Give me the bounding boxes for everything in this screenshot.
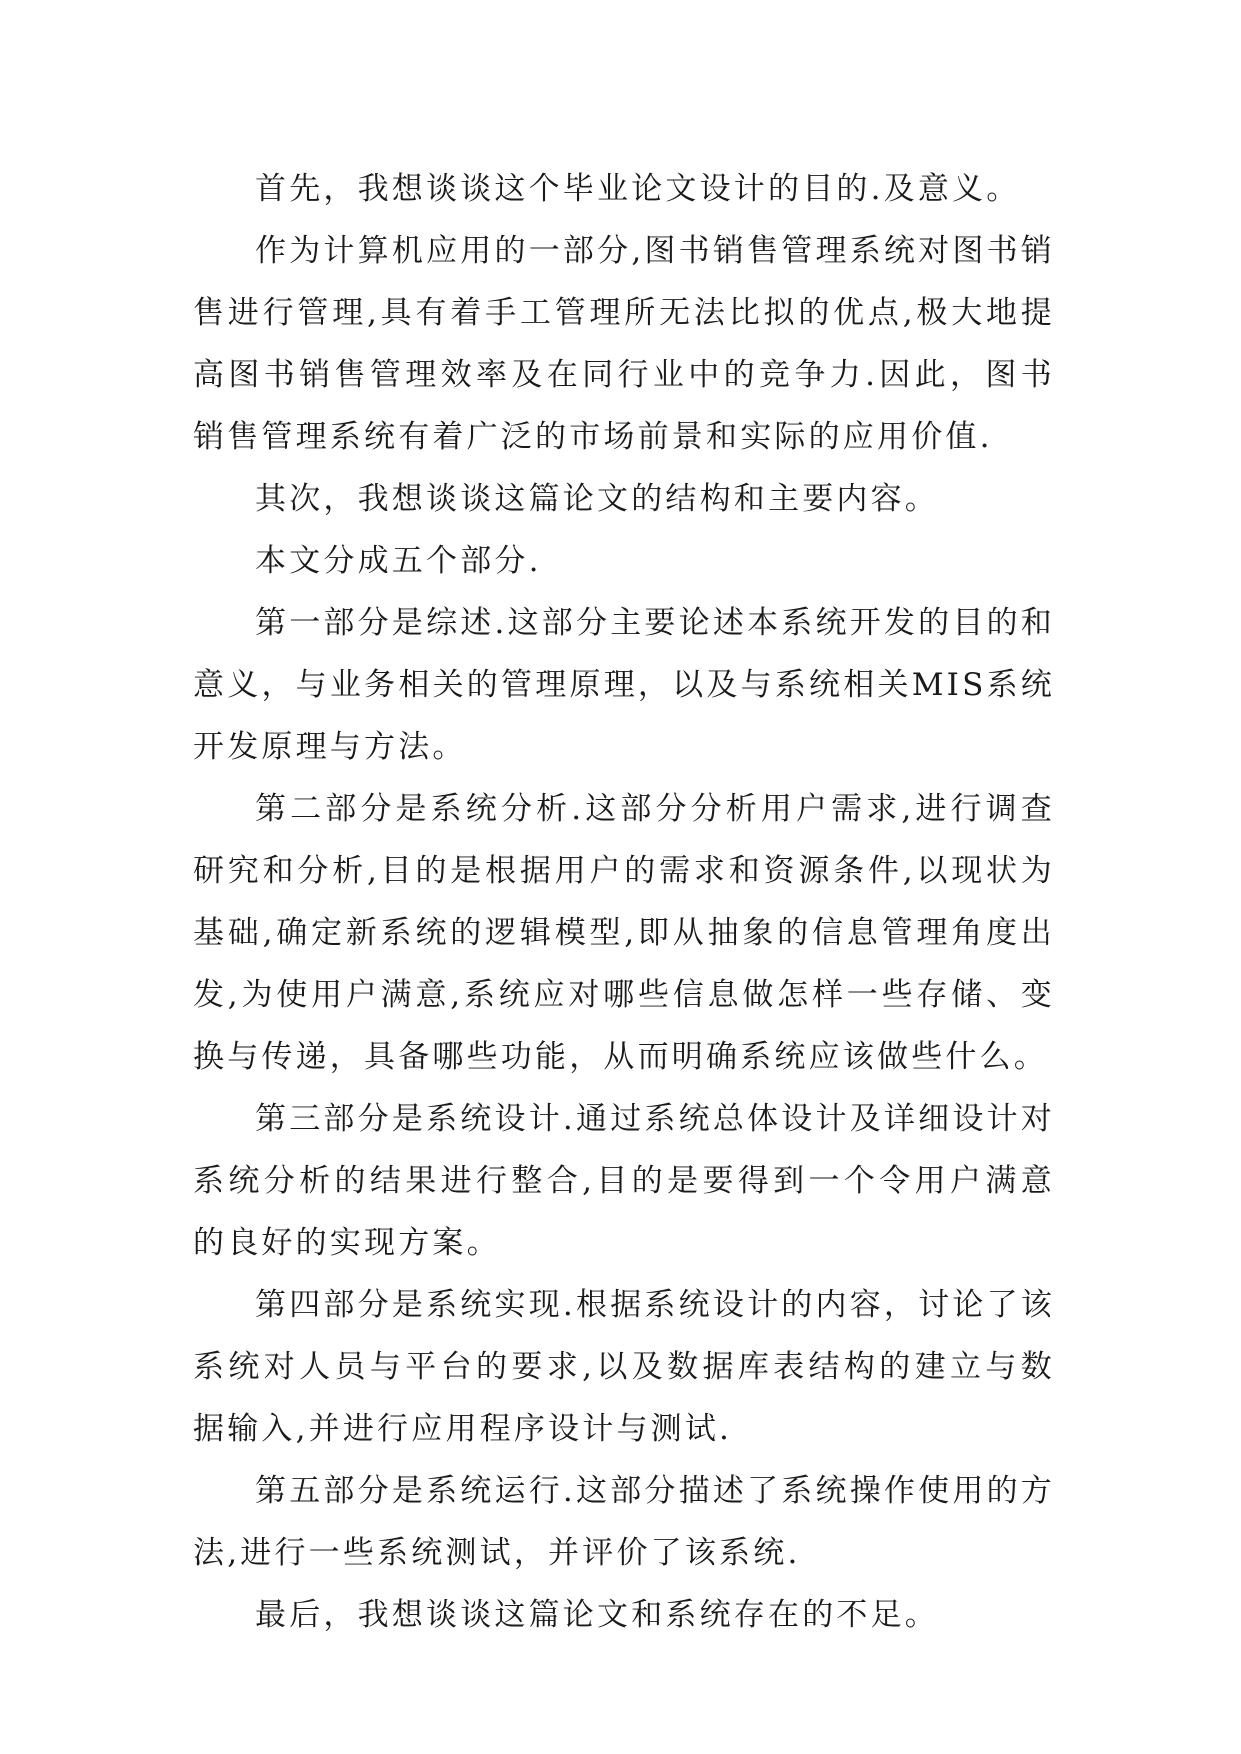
paragraph-five-parts: 本文分成五个部分. bbox=[255, 543, 542, 579]
paragraph-part-one: 第一部分是综述.这部分主要论述本系统开发的目的和意义，与业务相关的管理原理，以及与系统相关MIS系统开发原理与方法。 bbox=[193, 605, 1055, 765]
paragraph-background: 作为计算机应用的一部分,图书销售管理系统对图书销售进行管理,具有着手工管理所无法比拟的优点,极大地提高图书销售管理效率及在同行业中的竞争力.因此，图书销售管理系统有着广泛的市场前景和实际的应用价值. bbox=[193, 233, 1055, 455]
paragraph-shortcomings: 最后，我想谈谈这篇论文和系统存在的不足。 bbox=[255, 1597, 939, 1633]
document-body bbox=[193, 158, 1055, 1646]
paragraph-part-three: 第三部分是系统设计.通过系统总体设计及详细设计对系统分析的结果进行整合,目的是要得到一个令用户满意的良好的实现方案。 bbox=[193, 1101, 1055, 1261]
paragraph-part-four: 第四部分是系统实现.根据系统设计的内容，讨论了该系统对人员与平台的要求,以及数据库表结构的建立与数据输入,并进行应用程序设计与测试. bbox=[193, 1287, 1055, 1447]
paragraph-purpose: 首先，我想谈谈这个毕业论文设计的目的.及意义。 bbox=[255, 171, 1021, 207]
paragraph-part-two: 第二部分是系统分析.这部分分析用户需求,进行调查研究和分析,目的是根据用户的需求和资源条件,以现状为基础,确定新系统的逻辑模型,即从抽象的信息管理角度出发,为使用户满意,系统应对哪些信息做怎样一些存储、变换与传递，具备哪些功能，从而明确系统应该做些什么。 bbox=[193, 791, 1055, 1075]
paragraph-structure-intro: 其次，我想谈谈这篇论文的结构和主要内容。 bbox=[255, 481, 939, 517]
paragraph-part-five: 第五部分是系统运行.这部分描述了系统操作使用的方法,进行一些系统测试，并评价了该系统. bbox=[193, 1473, 1055, 1571]
